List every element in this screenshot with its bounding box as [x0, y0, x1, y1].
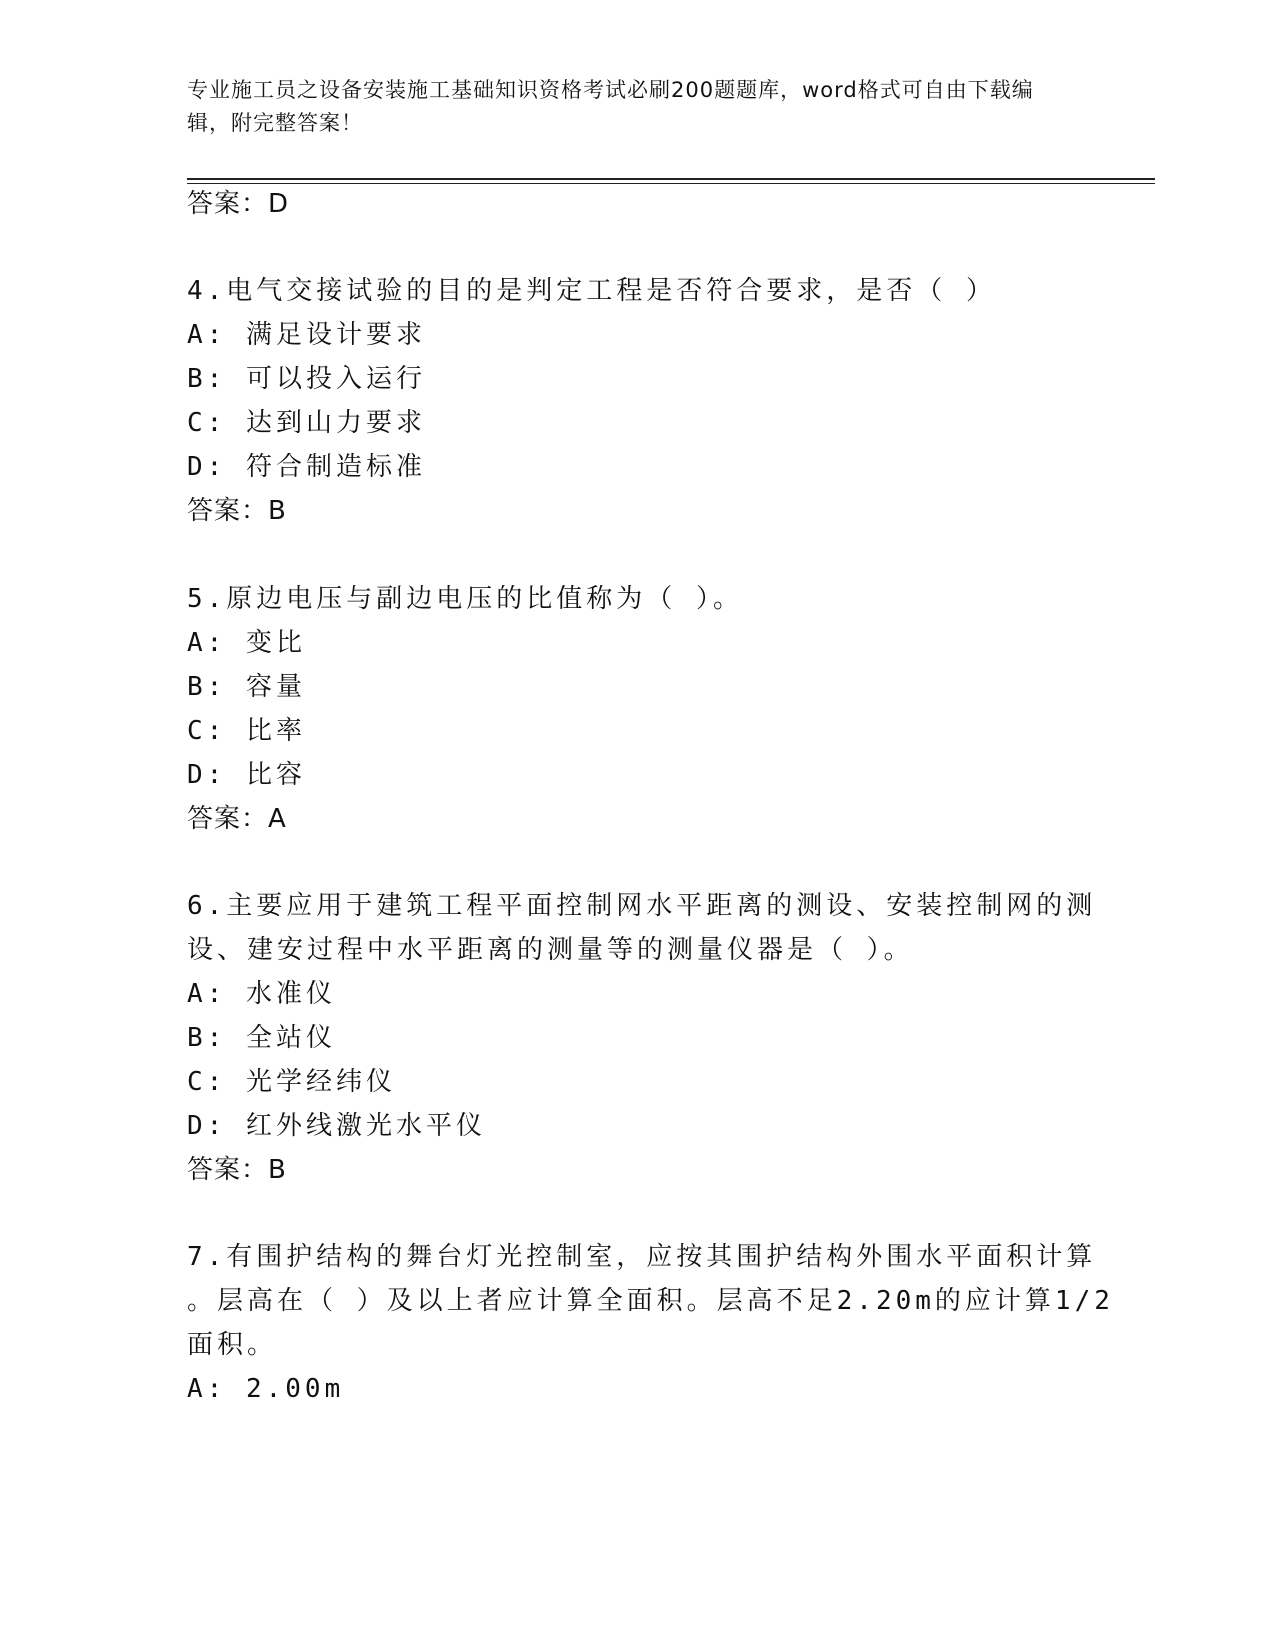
question-5-option-d: D: 比容 [187, 760, 306, 790]
header-rule-thin [187, 183, 1155, 184]
question-5-stem: 5.原边电压与副边电压的比值称为（ ）。 [187, 584, 743, 614]
question-6-option-b: B: 全站仪 [187, 1023, 336, 1053]
question-7-stem-line-2: 。层高在（ ）及以上者应计算全面积。层高不足2.20m的应计算1/2 [187, 1286, 1114, 1316]
question-7-stem-line-3: 面积。 [187, 1330, 278, 1360]
question-7-stem-line-1: 7.有围护结构的舞台灯光控制室，应按其围护结构外围水平面积计算 [187, 1242, 1097, 1272]
document-header: 专业施工员之设备安装施工基础知识资格考试必刷200题题库，word格式可自由下载编辑，附完整答案！ [187, 78, 1034, 135]
question-7-option-a: A: 2.00m [187, 1374, 345, 1404]
question-6-answer: 答案：B [187, 1155, 287, 1185]
answer-prev: 答案：D [187, 189, 290, 219]
question-6-option-d: D: 红外线激光水平仪 [187, 1111, 486, 1141]
question-4-stem: 4.电气交接试验的目的是判定工程是否符合要求，是否（ ） [187, 276, 996, 306]
header-rule-thick [187, 178, 1155, 180]
question-4-option-c: C: 达到山力要求 [187, 408, 426, 438]
question-5-option-b: B: 容量 [187, 672, 306, 702]
question-4-option-a: A: 满足设计要求 [187, 320, 426, 350]
question-6-stem-line-2: 设、建安过程中水平距离的测量等的测量仪器是（ ）。 [187, 935, 914, 965]
question-4-answer: 答案：B [187, 496, 287, 526]
question-5-option-c: C: 比率 [187, 716, 306, 746]
question-4-option-d: D: 符合制造标准 [187, 452, 426, 482]
question-5-answer: 答案：A [187, 804, 287, 834]
question-5-option-a: A: 变比 [187, 628, 306, 658]
question-4-option-b: B: 可以投入运行 [187, 364, 426, 394]
question-6-option-c: C: 光学经纬仪 [187, 1067, 396, 1097]
question-6-option-a: A: 水准仪 [187, 979, 336, 1009]
question-6-stem-line-1: 6.主要应用于建筑工程平面控制网水平距离的测设、安装控制网的测 [187, 891, 1097, 921]
